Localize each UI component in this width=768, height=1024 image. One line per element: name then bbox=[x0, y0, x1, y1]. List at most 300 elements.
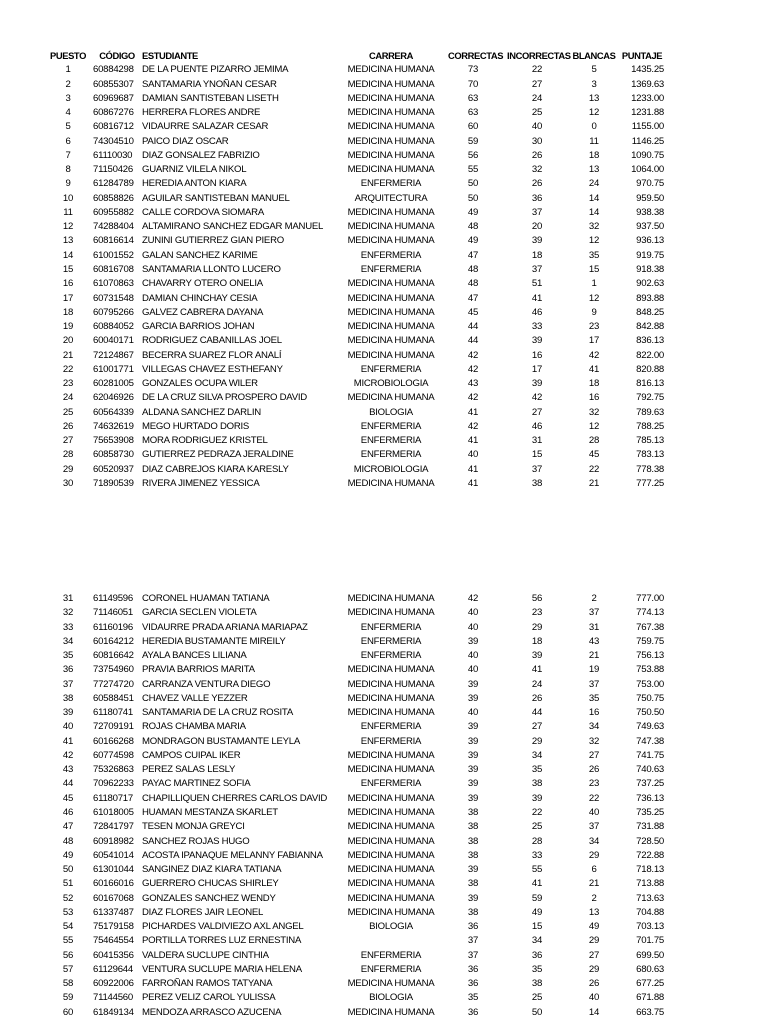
blancas-cell: 13 bbox=[588, 164, 600, 176]
correctas-cell: 39 bbox=[467, 864, 479, 876]
estudiante-cell: VALDERA SUCLUPE CINTHIA bbox=[142, 949, 269, 961]
estudiante-cell: SANTAMARIA DE LA CRUZ ROSITA bbox=[142, 707, 293, 719]
puesto-cell: 13 bbox=[62, 235, 74, 247]
carrera-cell: ENFERMERIA bbox=[360, 949, 422, 961]
incorrectas-cell: 25 bbox=[531, 821, 543, 833]
table-row bbox=[0, 849, 768, 863]
puntaje-cell: 970.75 bbox=[636, 178, 664, 190]
puesto-cell: 16 bbox=[62, 278, 74, 290]
codigo-cell: 60955882 bbox=[93, 206, 134, 218]
codigo-cell: 71890539 bbox=[93, 477, 134, 489]
table-row bbox=[0, 349, 768, 363]
carrera-cell: MEDICINA HUMANA bbox=[347, 792, 435, 804]
codigo-cell: 61180741 bbox=[93, 707, 133, 719]
carrera-cell: MEDICINA HUMANA bbox=[347, 149, 435, 161]
blancas-cell: 19 bbox=[588, 664, 600, 676]
estudiante-cell: HERRERA FLORES ANDRE bbox=[142, 107, 261, 119]
puntaje-cell: 713.63 bbox=[636, 892, 664, 904]
puntaje-cell: 671.88 bbox=[636, 992, 664, 1004]
puesto-cell: 59 bbox=[62, 992, 74, 1004]
codigo-cell: 61129644 bbox=[93, 963, 133, 975]
codigo-cell: 61110030 bbox=[93, 149, 133, 161]
codigo-cell: 60166268 bbox=[93, 735, 134, 747]
incorrectas-cell: 17 bbox=[531, 363, 543, 375]
table-row bbox=[0, 806, 768, 820]
estudiante-cell: ALTAMIRANO SANCHEZ EDGAR MANUEL bbox=[142, 221, 324, 233]
blancas-cell: 5 bbox=[591, 64, 597, 76]
correctas-cell: 41 bbox=[467, 463, 479, 475]
estudiante-cell: DIAZ CABREJOS KIARA KARESLY bbox=[142, 463, 289, 475]
codigo-cell: 61018005 bbox=[93, 806, 134, 818]
carrera-cell: MEDICINA HUMANA bbox=[347, 707, 435, 719]
correctas-cell: 47 bbox=[467, 249, 479, 261]
table-row bbox=[0, 292, 768, 306]
incorrectas-cell: 27 bbox=[531, 78, 543, 90]
header-puntaje: PUNTAJE bbox=[621, 50, 663, 61]
carrera-cell: MEDICINA HUMANA bbox=[347, 1006, 435, 1018]
puesto-cell: 24 bbox=[62, 392, 74, 404]
puntaje-cell: 938.38 bbox=[636, 206, 664, 218]
table-row bbox=[0, 763, 768, 777]
incorrectas-cell: 38 bbox=[531, 477, 543, 489]
correctas-cell: 43 bbox=[467, 378, 479, 390]
carrera-cell: ENFERMERIA bbox=[360, 178, 422, 190]
puesto-cell: 7 bbox=[65, 149, 71, 161]
puntaje-cell: 750.75 bbox=[636, 692, 664, 704]
estudiante-cell: ALDANA SANCHEZ DARLIN bbox=[142, 406, 261, 418]
blancas-cell: 12 bbox=[588, 420, 600, 432]
estudiante-cell: RODRIGUEZ CABANILLAS JOEL bbox=[142, 335, 282, 347]
header-puesto: PUESTO bbox=[50, 50, 86, 61]
table-row bbox=[0, 977, 768, 991]
carrera-cell: MEDICINA HUMANA bbox=[347, 64, 435, 76]
carrera-cell: MEDICINA HUMANA bbox=[347, 235, 435, 247]
codigo-cell: 60816642 bbox=[93, 650, 134, 662]
puesto-cell: 54 bbox=[62, 921, 74, 933]
incorrectas-cell: 29 bbox=[531, 735, 543, 747]
puntaje-cell: 1233.00 bbox=[631, 92, 664, 104]
table-row bbox=[0, 434, 768, 448]
puntaje-cell: 836.13 bbox=[636, 335, 664, 347]
puesto-cell: 18 bbox=[62, 306, 74, 318]
correctas-cell: 36 bbox=[467, 1006, 479, 1018]
incorrectas-cell: 39 bbox=[531, 235, 543, 247]
puntaje-cell: 663.75 bbox=[636, 1006, 664, 1018]
incorrectas-cell: 37 bbox=[531, 263, 543, 275]
incorrectas-cell: 51 bbox=[531, 278, 543, 290]
table-row bbox=[0, 635, 768, 649]
puntaje-cell: 778.38 bbox=[636, 463, 664, 475]
puesto-cell: 29 bbox=[62, 463, 74, 475]
puesto-cell: 42 bbox=[62, 749, 74, 761]
table-row bbox=[0, 177, 768, 191]
table-row bbox=[0, 92, 768, 106]
carrera-cell: MEDICINA HUMANA bbox=[347, 321, 435, 333]
table-row bbox=[0, 220, 768, 234]
correctas-cell: 39 bbox=[467, 721, 479, 733]
correctas-cell: 37 bbox=[467, 949, 479, 961]
table-row bbox=[0, 735, 768, 749]
codigo-cell: 60588451 bbox=[93, 692, 134, 704]
table-row bbox=[0, 135, 768, 149]
carrera-cell: MEDICINA HUMANA bbox=[347, 806, 435, 818]
correctas-cell: 63 bbox=[467, 107, 479, 119]
carrera-cell: MEDICINA HUMANA bbox=[347, 78, 435, 90]
carrera-cell: ENFERMERIA bbox=[360, 778, 422, 790]
ranking-table-part-2 bbox=[0, 592, 768, 1020]
puesto-cell: 31 bbox=[62, 593, 74, 604]
puntaje-cell: 1090.75 bbox=[631, 149, 664, 161]
carrera-cell: ENFERMERIA bbox=[360, 735, 422, 747]
blancas-cell: 23 bbox=[588, 778, 600, 790]
estudiante-cell: DE LA PUENTE PIZARRO JEMIMA bbox=[142, 64, 289, 76]
estudiante-cell: CHAPILLIQUEN CHERRES CARLOS DAVID bbox=[142, 792, 328, 804]
codigo-cell: 73754960 bbox=[93, 664, 134, 676]
carrera-cell: MEDICINA HUMANA bbox=[347, 692, 435, 704]
carrera-cell: MEDICINA HUMANA bbox=[347, 135, 435, 147]
codigo-cell: 75326863 bbox=[93, 764, 134, 776]
estudiante-cell: VIDAURRE PRADA ARIANA MARIAPAZ bbox=[142, 621, 308, 633]
table-row bbox=[0, 678, 768, 692]
blancas-cell: 18 bbox=[588, 149, 600, 161]
incorrectas-cell: 22 bbox=[531, 806, 543, 818]
table-row bbox=[0, 877, 768, 891]
puntaje-cell: 893.88 bbox=[636, 292, 664, 304]
blancas-cell: 37 bbox=[588, 821, 600, 833]
correctas-cell: 38 bbox=[467, 906, 479, 918]
carrera-cell bbox=[331, 934, 451, 948]
carrera-cell: MEDICINA HUMANA bbox=[347, 764, 435, 776]
puntaje-cell: 789.63 bbox=[636, 406, 664, 418]
incorrectas-cell: 24 bbox=[531, 678, 543, 690]
puntaje-cell: 936.13 bbox=[636, 235, 664, 247]
blancas-cell: 32 bbox=[588, 735, 600, 747]
codigo-cell: 72709191 bbox=[93, 721, 134, 733]
estudiante-cell: HEREDIA ANTON KIARA bbox=[142, 178, 247, 190]
incorrectas-cell: 16 bbox=[531, 349, 543, 361]
puntaje-cell: 737.25 bbox=[636, 778, 664, 790]
table-row bbox=[0, 234, 768, 248]
carrera-cell: BIOLOGIA bbox=[369, 992, 413, 1004]
correctas-cell: 48 bbox=[467, 221, 479, 233]
correctas-cell: 49 bbox=[467, 206, 479, 218]
blancas-cell: 16 bbox=[588, 707, 600, 719]
estudiante-cell: VENTURA SUCLUPE MARIA HELENA bbox=[142, 963, 302, 975]
estudiante-cell: ROJAS CHAMBA MARIA bbox=[142, 721, 246, 733]
table-row bbox=[0, 477, 768, 491]
table-row bbox=[0, 949, 768, 963]
puesto-cell: 36 bbox=[62, 664, 74, 676]
carrera-cell: ENFERMERIA bbox=[360, 363, 422, 375]
estudiante-cell: GUARNIZ VILELA NIKOL bbox=[142, 164, 247, 176]
table-row bbox=[0, 406, 768, 420]
correctas-cell: 41 bbox=[467, 406, 479, 418]
incorrectas-cell: 49 bbox=[531, 906, 543, 918]
codigo-cell: 61001552 bbox=[93, 249, 134, 261]
table-row bbox=[0, 391, 768, 405]
incorrectas-cell: 38 bbox=[531, 778, 543, 790]
incorrectas-cell: 27 bbox=[531, 721, 543, 733]
correctas-cell: 37 bbox=[467, 935, 479, 947]
codigo-cell: 75653908 bbox=[93, 435, 134, 447]
table-row bbox=[0, 963, 768, 977]
codigo-cell: 61337487 bbox=[93, 906, 134, 918]
blancas-cell: 18 bbox=[588, 378, 600, 390]
blancas-cell: 12 bbox=[588, 107, 600, 119]
puntaje-cell: 816.13 bbox=[636, 378, 664, 390]
estudiante-cell: CHAVARRY OTERO ONELIA bbox=[142, 278, 263, 290]
table-row bbox=[0, 120, 768, 134]
table-row bbox=[0, 249, 768, 263]
blancas-cell: 42 bbox=[588, 349, 600, 361]
codigo-cell: 71146051 bbox=[93, 607, 133, 619]
incorrectas-cell: 46 bbox=[531, 420, 543, 432]
puntaje-cell: 1064.00 bbox=[631, 164, 664, 176]
estudiante-cell: SANCHEZ ROJAS HUGO bbox=[142, 835, 250, 847]
puntaje-cell: 749.63 bbox=[636, 721, 664, 733]
table-row bbox=[0, 334, 768, 348]
codigo-cell: 71150426 bbox=[93, 164, 133, 176]
incorrectas-cell: 34 bbox=[531, 749, 543, 761]
puntaje-cell: 1155.00 bbox=[631, 121, 664, 133]
table-row bbox=[0, 206, 768, 220]
incorrectas-cell: 50 bbox=[531, 1006, 543, 1018]
estudiante-cell: RIVERA JIMENEZ YESSICA bbox=[142, 477, 260, 489]
correctas-cell: 55 bbox=[467, 164, 479, 176]
incorrectas-cell: 56 bbox=[531, 593, 543, 604]
codigo-cell: 60415356 bbox=[93, 949, 134, 961]
carrera-cell: ENFERMERIA bbox=[360, 721, 422, 733]
puntaje-cell: 848.25 bbox=[636, 306, 664, 318]
correctas-cell: 56 bbox=[467, 149, 479, 161]
codigo-cell: 60040171 bbox=[93, 335, 134, 347]
puesto-cell: 40 bbox=[62, 721, 74, 733]
puntaje-cell: 704.88 bbox=[636, 906, 664, 918]
table-row bbox=[0, 692, 768, 706]
puntaje-cell: 785.13 bbox=[636, 435, 664, 447]
blancas-cell: 21 bbox=[588, 477, 600, 489]
puntaje-cell: 1146.25 bbox=[631, 135, 664, 147]
codigo-cell: 60166016 bbox=[93, 878, 134, 890]
puesto-cell: 30 bbox=[62, 477, 74, 489]
estudiante-cell: PORTILLA TORRES LUZ ERNESTINA bbox=[142, 935, 302, 947]
correctas-cell: 39 bbox=[467, 735, 479, 747]
estudiante-cell: ACOSTA IPANAQUE MELANNY FABIANNA bbox=[142, 849, 323, 861]
carrera-cell: MEDICINA HUMANA bbox=[347, 206, 435, 218]
incorrectas-cell: 35 bbox=[531, 764, 543, 776]
codigo-cell: 74632619 bbox=[93, 420, 134, 432]
puntaje-cell: 713.88 bbox=[636, 878, 664, 890]
table-row bbox=[0, 420, 768, 434]
puesto-cell: 47 bbox=[62, 821, 74, 833]
puesto-cell: 26 bbox=[62, 420, 74, 432]
table-row bbox=[0, 192, 768, 206]
table-row bbox=[0, 320, 768, 334]
correctas-cell: 39 bbox=[467, 692, 479, 704]
puntaje-cell: 842.88 bbox=[636, 321, 664, 333]
blancas-cell: 2 bbox=[591, 593, 597, 604]
incorrectas-cell: 15 bbox=[531, 449, 543, 461]
puesto-cell: 9 bbox=[65, 178, 71, 190]
puesto-cell: 41 bbox=[62, 735, 74, 747]
correctas-cell: 39 bbox=[467, 749, 479, 761]
puesto-cell: 43 bbox=[62, 764, 74, 776]
carrera-cell: ENFERMERIA bbox=[360, 449, 422, 461]
blancas-cell: 16 bbox=[588, 392, 600, 404]
incorrectas-cell: 28 bbox=[531, 835, 543, 847]
incorrectas-cell: 41 bbox=[531, 878, 543, 890]
incorrectas-cell: 25 bbox=[531, 107, 543, 119]
correctas-cell: 40 bbox=[467, 664, 479, 676]
correctas-cell: 63 bbox=[467, 92, 479, 104]
puntaje-cell: 722.88 bbox=[636, 849, 664, 861]
carrera-cell: MEDICINA HUMANA bbox=[347, 292, 435, 304]
blancas-cell: 23 bbox=[588, 321, 600, 333]
puesto-cell: 55 bbox=[62, 935, 74, 947]
puesto-cell: 52 bbox=[62, 892, 74, 904]
carrera-cell: MEDICINA HUMANA bbox=[347, 335, 435, 347]
incorrectas-cell: 25 bbox=[531, 992, 543, 1004]
puntaje-cell: 777.00 bbox=[636, 593, 664, 604]
estudiante-cell: DAMIAN SANTISTEBAN LISETH bbox=[142, 92, 279, 104]
incorrectas-cell: 23 bbox=[531, 607, 543, 619]
blancas-cell: 32 bbox=[588, 221, 600, 233]
puntaje-cell: 741.75 bbox=[636, 749, 664, 761]
blancas-cell: 21 bbox=[588, 878, 600, 890]
incorrectas-cell: 33 bbox=[531, 321, 543, 333]
correctas-cell: 39 bbox=[467, 892, 479, 904]
estudiante-cell: DE LA CRUZ SILVA PROSPERO DAVID bbox=[142, 392, 307, 404]
puntaje-cell: 918.38 bbox=[636, 263, 664, 275]
puesto-cell: 6 bbox=[65, 135, 71, 147]
puesto-cell: 37 bbox=[62, 678, 74, 690]
codigo-cell: 60167068 bbox=[93, 892, 134, 904]
incorrectas-cell: 55 bbox=[531, 864, 543, 876]
carrera-cell: MEDICINA HUMANA bbox=[347, 664, 435, 676]
incorrectas-cell: 26 bbox=[531, 178, 543, 190]
puntaje-cell: 820.88 bbox=[636, 363, 664, 375]
correctas-cell: 35 bbox=[467, 992, 479, 1004]
carrera-cell: MEDICINA HUMANA bbox=[347, 392, 435, 404]
estudiante-cell: GUTIERREZ PEDRAZA JERALDINE bbox=[142, 449, 294, 461]
codigo-cell: 60922006 bbox=[93, 978, 134, 990]
incorrectas-cell: 26 bbox=[531, 692, 543, 704]
blancas-cell: 14 bbox=[588, 206, 600, 218]
table-row bbox=[0, 163, 768, 177]
puesto-cell: 58 bbox=[62, 978, 74, 990]
estudiante-cell: SANTAMARIA LLONTO LUCERO bbox=[142, 263, 281, 275]
estudiante-cell: PICHARDES VALDIVIEZO AXL ANGEL bbox=[142, 921, 304, 933]
carrera-cell: MEDICINA HUMANA bbox=[347, 121, 435, 133]
puntaje-cell: 736.13 bbox=[636, 792, 664, 804]
puesto-cell: 17 bbox=[62, 292, 74, 304]
table-row bbox=[0, 606, 768, 620]
incorrectas-cell: 29 bbox=[531, 621, 543, 633]
blancas-cell: 12 bbox=[588, 235, 600, 247]
carrera-cell: MEDICINA HUMANA bbox=[347, 864, 435, 876]
estudiante-cell: CARRANZA VENTURA DIEGO bbox=[142, 678, 271, 690]
correctas-cell: 50 bbox=[467, 192, 479, 204]
carrera-cell: MEDICINA HUMANA bbox=[347, 678, 435, 690]
blancas-cell: 14 bbox=[588, 1006, 600, 1018]
codigo-cell: 60855307 bbox=[93, 78, 134, 90]
puesto-cell: 5 bbox=[65, 121, 71, 133]
blancas-cell: 40 bbox=[588, 992, 600, 1004]
codigo-cell: 60918982 bbox=[93, 835, 134, 847]
correctas-cell: 40 bbox=[467, 621, 479, 633]
correctas-cell: 38 bbox=[467, 806, 479, 818]
blancas-cell: 29 bbox=[588, 849, 600, 861]
correctas-cell: 47 bbox=[467, 292, 479, 304]
table-row bbox=[0, 1006, 768, 1020]
incorrectas-cell: 31 bbox=[531, 435, 543, 447]
table-row bbox=[0, 448, 768, 462]
correctas-cell: 40 bbox=[467, 607, 479, 619]
puntaje-cell: 735.25 bbox=[636, 806, 664, 818]
puesto-cell: 39 bbox=[62, 707, 74, 719]
carrera-cell: ENFERMERIA bbox=[360, 263, 422, 275]
incorrectas-cell: 33 bbox=[531, 849, 543, 861]
incorrectas-cell: 39 bbox=[531, 650, 543, 662]
puesto-cell: 2 bbox=[65, 78, 71, 90]
estudiante-cell: MENDOZA ARRASCO AZUCENA bbox=[142, 1006, 282, 1018]
carrera-cell: ENFERMERIA bbox=[360, 650, 422, 662]
table-row bbox=[0, 149, 768, 163]
puntaje-cell: 777.25 bbox=[636, 477, 664, 489]
estudiante-cell: TESEN MONJA GREYCI bbox=[142, 821, 245, 833]
codigo-cell: 74304510 bbox=[93, 135, 134, 147]
blancas-cell: 26 bbox=[588, 978, 600, 990]
correctas-cell: 41 bbox=[467, 435, 479, 447]
puesto-cell: 57 bbox=[62, 963, 74, 975]
table-row bbox=[0, 106, 768, 120]
carrera-cell: MICROBIOLOGIA bbox=[353, 378, 429, 390]
carrera-cell: BIOLOGIA bbox=[369, 921, 413, 933]
incorrectas-cell: 40 bbox=[531, 121, 543, 133]
ranking-table-part-1 bbox=[0, 49, 768, 491]
carrera-cell: MEDICINA HUMANA bbox=[347, 477, 435, 489]
incorrectas-cell: 39 bbox=[531, 335, 543, 347]
carrera-cell: MEDICINA HUMANA bbox=[347, 906, 435, 918]
blancas-cell: 29 bbox=[588, 935, 600, 947]
puesto-cell: 45 bbox=[62, 792, 74, 804]
blancas-cell: 22 bbox=[588, 463, 600, 475]
puesto-cell: 49 bbox=[62, 849, 74, 861]
estudiante-cell: AYALA BANCES LILIANA bbox=[142, 650, 247, 662]
blancas-cell: 28 bbox=[588, 435, 600, 447]
codigo-cell: 77274720 bbox=[93, 678, 134, 690]
table-row bbox=[0, 649, 768, 663]
estudiante-cell: PRAVIA BARRIOS MARITA bbox=[142, 664, 255, 676]
carrera-cell: MEDICINA HUMANA bbox=[347, 221, 435, 233]
table-row bbox=[0, 863, 768, 877]
puntaje-cell: 718.13 bbox=[636, 864, 664, 876]
blancas-cell: 31 bbox=[588, 621, 600, 633]
puesto-cell: 48 bbox=[62, 835, 74, 847]
correctas-cell: 39 bbox=[467, 792, 479, 804]
header-codigo: CÓDIGO bbox=[99, 50, 135, 61]
incorrectas-cell: 20 bbox=[531, 221, 543, 233]
table-row bbox=[0, 621, 768, 635]
correctas-cell: 40 bbox=[467, 650, 479, 662]
incorrectas-cell: 30 bbox=[531, 135, 543, 147]
incorrectas-cell: 18 bbox=[531, 635, 543, 647]
estudiante-cell: FARROÑAN RAMOS TATYANA bbox=[142, 978, 273, 990]
blancas-cell: 21 bbox=[588, 650, 600, 662]
puntaje-cell: 740.63 bbox=[636, 764, 664, 776]
puntaje-cell: 822.00 bbox=[636, 349, 664, 361]
carrera-cell: ENFERMERIA bbox=[360, 435, 422, 447]
